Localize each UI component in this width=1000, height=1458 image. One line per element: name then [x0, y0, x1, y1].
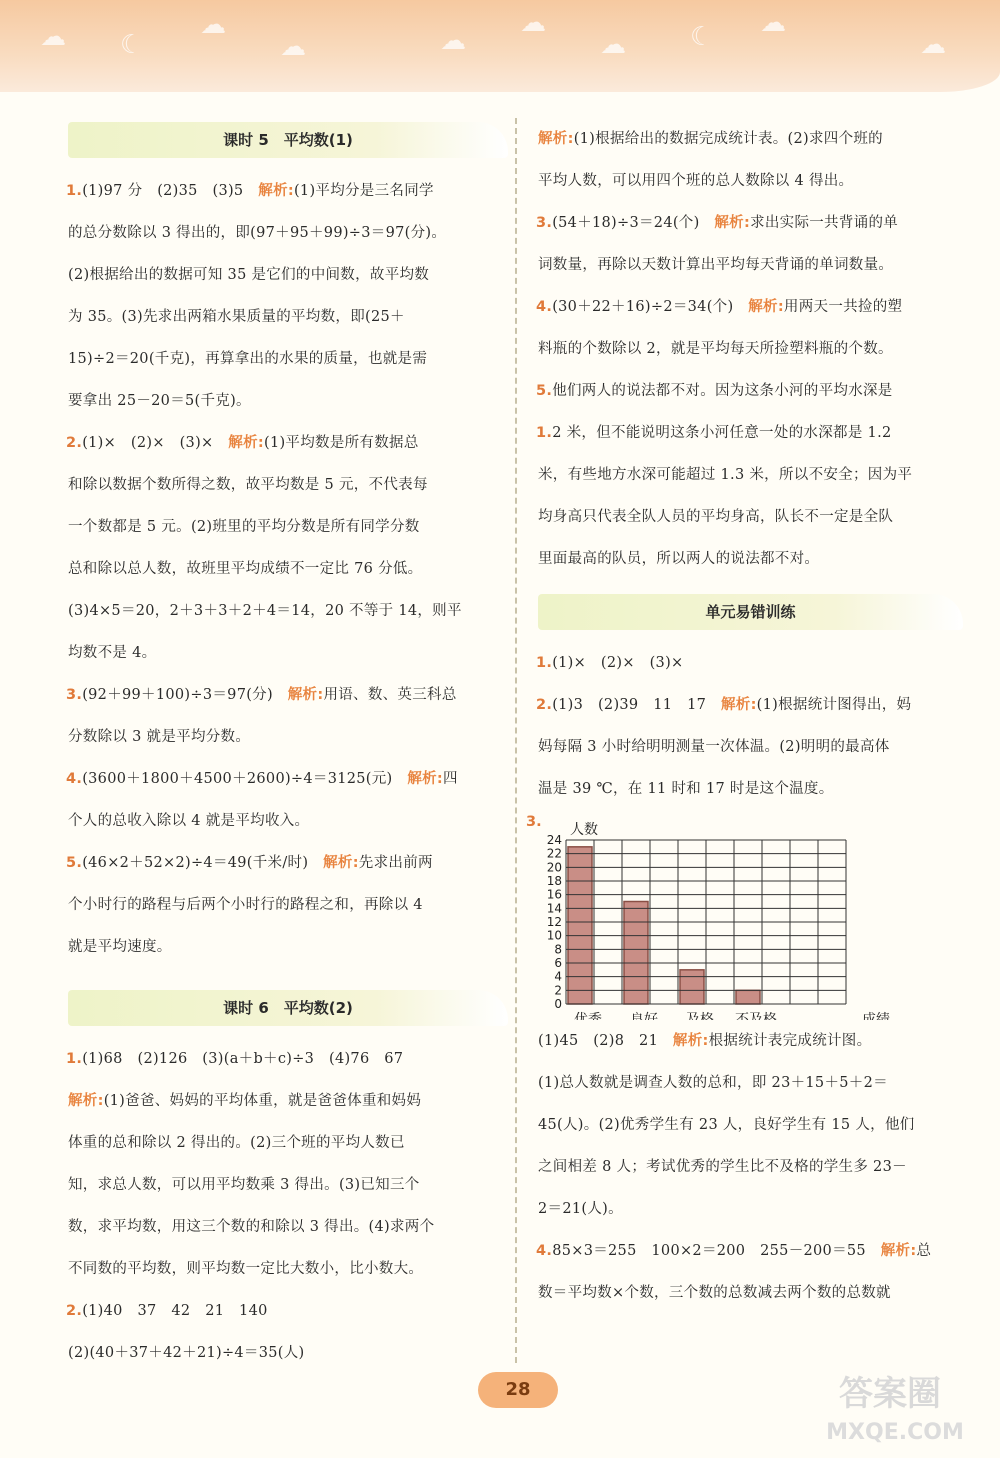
answer-line: 妈每隔 3 小时给明明测量一次体温。(2)明明的最高体 — [538, 739, 890, 755]
section-header-unit-errors: 单元易错训练 — [538, 594, 963, 630]
y-tick-label: 8 — [554, 942, 562, 957]
answer-line: 料瓶的个数除以 2，就是平均每天所捡塑料瓶的个数。 — [538, 341, 893, 357]
answer-line: 1.(1)97 分 (2)35 (3)5 解析:(1)平均分是三名同学 — [66, 183, 434, 199]
section-header-lesson6: 课时 6 平均数(2) — [68, 990, 508, 1026]
bar-良好 — [624, 902, 648, 1005]
moon-icon: ☾ — [120, 30, 144, 60]
chart-question-number: 3. — [526, 814, 542, 830]
lesson6-answers — [68, 1038, 508, 1374]
y-tick-label: 2 — [554, 983, 562, 998]
x-tick-label: 及格 — [686, 1012, 714, 1020]
answer-line: (1)45 (2)8 21 解析:根据统计表完成统计图。 — [538, 1033, 872, 1049]
answer-line: 1.(1)× (2)× (3)× — [536, 655, 684, 671]
answer-line: 1.2 米，但不能说明这条小河任意一处的水深都是 1.2 — [536, 425, 892, 441]
answer-line: 15)÷2＝20(千克)，再算拿出的水果的质量，也就是需 — [68, 351, 428, 367]
answer-line: (3)4×5＝20，2＋3＋3＋2＋4＝14，20 不等于 14，则平 — [68, 603, 462, 619]
bar-不及格 — [736, 990, 760, 1004]
answer-line: 总和除以总人数，故班里平均成绩不一定比 76 分低。 — [68, 561, 423, 577]
y-tick-label: 22 — [546, 846, 562, 861]
page-number: 28 — [478, 1372, 558, 1408]
answer-line: 数＝平均数×个数，三个数的总数减去两个数的总数就 — [538, 1285, 891, 1301]
bar-优秀 — [568, 847, 592, 1004]
answer-line: 米，有些地方水深可能超过 1.3 米，所以不安全；因为平 — [538, 467, 913, 483]
x-axis-label: 成绩 — [862, 1012, 890, 1020]
answer-line: 均数不是 4。 — [68, 645, 157, 661]
x-tick-label: 不及格 — [735, 1012, 777, 1020]
y-tick-label: 16 — [546, 887, 562, 902]
cloud-icon: ☁ — [520, 8, 546, 38]
answer-line: 4.(30＋22＋16)÷2＝34(个) 解析:用两天一共捡的塑 — [536, 299, 903, 315]
y-tick-label: 20 — [546, 860, 562, 875]
answer-line: 之间相差 8 人；考试优秀的学生比不及格的学生多 23－ — [538, 1159, 907, 1175]
watermark-logo: 答案圈 — [839, 1374, 941, 1414]
answer-line: 知，求总人数，可以用平均数乘 3 得出。(3)已知三个 — [68, 1177, 420, 1193]
answer-line: 45(人)。(2)优秀学生有 23 人，良好学生有 15 人，他们 — [538, 1117, 915, 1133]
y-axis-label: 人数 — [570, 822, 598, 838]
y-tick-label: 4 — [554, 969, 562, 984]
answer-line: 体重的总和除以 2 得出的。(2)三个班的平均人数已 — [68, 1135, 405, 1151]
answer-line: 2.(1)× (2)× (3)× 解析:(1)平均数是所有数据总 — [66, 435, 419, 451]
answer-line: 5.(46×2＋52×2)÷4＝49(千米/时) 解析:先求出前两 — [66, 855, 433, 871]
cloud-icon: ☁ — [280, 32, 306, 62]
continued-answers — [538, 118, 963, 580]
unit-error-answers — [538, 642, 963, 810]
answer-line: 数，求平均数，用这三个数的和除以 3 得出。(4)求两个 — [68, 1219, 435, 1235]
answer-line: 平均人数，可以用四个班的总人数除以 4 得出。 — [538, 173, 854, 189]
answer-line: (1)总人数就是调查人数的总和，即 23＋15＋5＋2＝ — [538, 1075, 888, 1091]
answer-line: 和除以数据个数所得之数，故平均数是 5 元，不代表每 — [68, 477, 428, 493]
answer-line: 3.(92＋99＋100)÷3＝97(分) 解析:用语、数、英三科总 — [66, 687, 457, 703]
answer-line: 词数量，再除以天数计算出平均每天背诵的单词数量。 — [538, 257, 894, 273]
chart-block — [526, 810, 963, 1020]
y-tick-label: 18 — [546, 874, 562, 888]
y-tick-label: 0 — [554, 997, 562, 1011]
answer-line: 个人的总收入除以 4 就是平均收入。 — [68, 813, 310, 829]
cloud-icon: ☁ — [600, 30, 626, 60]
moon-icon: ☾ — [690, 22, 714, 52]
answer-line: 3.(54＋18)÷3＝24(个) 解析:求出实际一共背诵的单 — [536, 215, 899, 231]
answer-line: 就是平均速度。 — [68, 939, 172, 955]
cloud-icon: ☁ — [40, 22, 66, 52]
answer-line: 4.85×3＝255 100×2＝200 255－200＝55 解析:总 — [536, 1243, 932, 1259]
answer-line: 为 35。(3)先求出两箱水果质量的平均数，即(25＋ — [68, 309, 405, 325]
answer-line: 5.他们两人的说法都不对。因为这条小河的平均水深是 — [536, 383, 893, 399]
column-divider — [515, 118, 517, 1363]
answer-line: 里面最高的队员，所以两人的说法都不对。 — [538, 551, 820, 567]
answer-line: 2.(1)3 (2)39 11 17 解析:(1)根据统计图得出，妈 — [536, 697, 912, 713]
answer-line: 2＝21(人)。 — [538, 1201, 623, 1217]
right-column — [526, 118, 963, 1314]
answer-line: (2)根据给出的数据可知 35 是它们的中间数，故平均数 — [68, 267, 430, 283]
answer-line: 1.(1)68 (2)126 (3)(a＋b＋c)÷3 (4)76 67 — [66, 1051, 404, 1067]
x-tick-label: 优秀 — [574, 1012, 602, 1020]
answer-line: 2.(1)40 37 42 21 140 — [66, 1303, 268, 1319]
lesson5-answers — [68, 170, 508, 968]
y-tick-label: 14 — [546, 901, 562, 916]
cloud-icon: ☁ — [440, 26, 466, 56]
top-decorative-band — [0, 0, 1000, 92]
answer-line: 温是 39 ℃，在 11 时和 17 时是这个温度。 — [538, 781, 834, 797]
y-tick-label: 12 — [546, 915, 562, 929]
answer-line: 均身高只代表全队人员的平均身高，队长不一定是全队 — [538, 509, 894, 525]
chart-answers — [538, 1020, 963, 1314]
x-tick-label: 良好 — [630, 1012, 658, 1020]
cloud-icon: ☁ — [200, 10, 226, 40]
answer-line: (2)(40＋37＋42＋21)÷4＝35(人) — [68, 1345, 305, 1361]
answer-line: 个小时行的路程与后两个小时行的路程之和，再除以 4 — [68, 897, 423, 913]
answer-line: 要拿出 25－20＝5(千克)。 — [68, 393, 251, 409]
answer-line: 解析:(1)根据给出的数据完成统计表。(2)求四个班的 — [538, 131, 883, 147]
watermark-url: MXQE.COM — [826, 1420, 964, 1445]
score-bar-chart — [538, 810, 963, 1020]
answer-line: 不同数的平均数，则平均数一定比大数小，比小数大。 — [68, 1261, 424, 1277]
answer-line: 解析:(1)爸爸、妈妈的平均体重，就是爸爸体重和妈妈 — [68, 1093, 422, 1109]
left-column — [68, 118, 508, 1374]
y-tick-label: 10 — [546, 928, 562, 943]
answer-line: 一个数都是 5 元。(2)班里的平均分数是所有同学分数 — [68, 519, 420, 535]
answer-line: 分数除以 3 就是平均分数。 — [68, 729, 251, 745]
y-tick-label: 6 — [554, 956, 562, 970]
cloud-icon: ☁ — [760, 8, 786, 38]
answer-line: 的总分数除以 3 得出的，即(97＋95＋99)÷3＝97(分)。 — [68, 225, 447, 241]
answer-line: 4.(3600＋1800＋4500＋2600)÷4＝3125(元) 解析:四 — [66, 771, 458, 787]
section-header-lesson5: 课时 5 平均数(1) — [68, 122, 508, 158]
y-tick-label: 24 — [546, 833, 562, 847]
bar-及格 — [680, 970, 704, 1004]
cloud-icon: ☁ — [920, 30, 946, 60]
